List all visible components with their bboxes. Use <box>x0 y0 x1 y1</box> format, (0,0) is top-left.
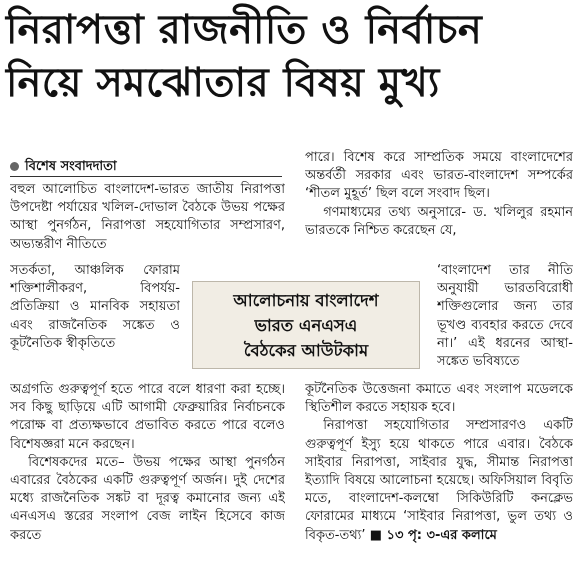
pull-quote-line-1: আলোচনায় বাংলাদেশ <box>233 290 379 310</box>
byline <box>10 157 117 178</box>
bullet-icon <box>10 162 19 171</box>
continuation-link[interactable]: ■ ১৩ পৃ: ৩-এর কলামে <box>369 527 497 543</box>
paragraph: বিশেষকদের মতে– উভয় পক্ষের আস্থা পুনর্গঠন এবারের বৈঠকের একটি গুরুত্বপূর্ণ অর্জন। দুই দেশের মধ্যে রাজনৈতিক সঙ্কট বা দূরত্ব কমানোর জন্য এই এনএসএ স্তরের সংলাপ বেজ লাইন হিসেবে কাজ করতে <box>10 454 285 543</box>
headline <box>6 4 573 110</box>
paragraph: গণমাধ্যমের তথ্য অনুসারে- ড. খলিলুর রহমান ভারতকে নিশ্চিত করেছেন যে, <box>305 204 573 238</box>
paragraph: কূটনৈতিক উত্তেজনা কমাতে এবং সংলাপ মডেলকে স্থিতিশীল করতে সহায়ক হবে। <box>305 382 573 416</box>
headline-line-1: নিরাপত্তা রাজনীতি ও নির্বাচন <box>6 7 483 53</box>
left-column-wrap <box>10 262 180 382</box>
byline-divider <box>10 176 282 177</box>
right-column-top <box>305 149 573 262</box>
right-column-wrap <box>437 262 573 382</box>
left-column-top <box>10 181 285 260</box>
right-column-bottom <box>305 381 573 586</box>
byline-text: বিশেষ সংবাদদাতা <box>25 159 117 174</box>
paragraph: ‘বাংলাদেশ তার নীতি অনুযায়ী ভারতবিরোধী শক্তিগুলোর জন্য তার ভূখণ্ড ব্যবহার করতে দেবে না।’ এই ধরনের আস্থা-সঙ্কেত ভবিষ্যতে <box>437 263 573 370</box>
paragraph: বহুল আলোচিত বাংলাদেশ-ভারত জাতীয় নিরাপত্তা উপদেষ্টা পর্যায়ের খলিল-দোভাল বৈঠকে উভয় পক্ষের আস্থা পুনর্গঠন, নিরাপত্তা সহযোগিতার সম্প্রসারণ, অভ্যন্তরীণ নীতিতে <box>10 182 285 252</box>
paragraph <box>305 417 573 544</box>
headline-line-2: নিয়ে সমঝোতার বিষয় মুখ্য <box>6 60 440 106</box>
pull-quote-line-3: বৈঠকের আউটকাম <box>243 340 369 360</box>
paragraph: পারে। বিশেষ করে সাম্প্রতিক সময়ে বাংলাদেশের অন্তর্বর্তী সরকার এবং ভারত-বাংলাদেশ সম্পর্কের ‘শীতল মুহূর্ত’ ছিল বলে সংবাদ ছিল। <box>305 150 573 202</box>
paragraph: সতর্কতা, আঞ্চলিক ফোরাম শক্তিশালীকরণ, বিপর্যয়-প্রতিক্রিয়া ও মানবিক সহায়তা এবং রাজনৈতিক সঙ্কেত ও কূটনৈতিক স্বীকৃতিতে <box>10 263 180 351</box>
paragraph-text: নিরাপত্তা সহযোগিতার সম্প্রসারণও একটি গুরুত্বপূর্ণ ইস্যু হয়ে থাকতে পারে এবার। বৈঠকে সাইবার নিরাপত্তা, সাইবার যুদ্ধ, সীমান্ত নিরাপত্তা ইত্যাদি বিষয়ে আলোচনা হয়েছে। অফিসিয়াল বিবৃতি মতে, বাংলাদেশ-কলম্বো সিকিউরিটি কনক্লেভ ফোরামের মাধ্যমে ‘সাইবার নিরাপত্তা, ভুল তথ্য ও বিকৃত-তথ্য’ <box>305 418 573 543</box>
pull-quote-line-2: ভারত এনএসএ <box>254 315 358 335</box>
left-column-bottom <box>10 381 285 586</box>
paragraph: অগ্রগতি গুরুত্বপূর্ণ হতে পারে বলে ধারণা করা হচ্ছে। সব কিছু ছাড়িয়ে এটি আগামী ফেব্রুয়ারির নির্বাচনকে পরোক্ষ বা প্রত্যক্ষভাবে প্রভাবিত করতে পারে বলেও বিশেষজ্ঞরা মনে করছেন। <box>10 382 285 452</box>
pull-quote <box>192 281 420 369</box>
